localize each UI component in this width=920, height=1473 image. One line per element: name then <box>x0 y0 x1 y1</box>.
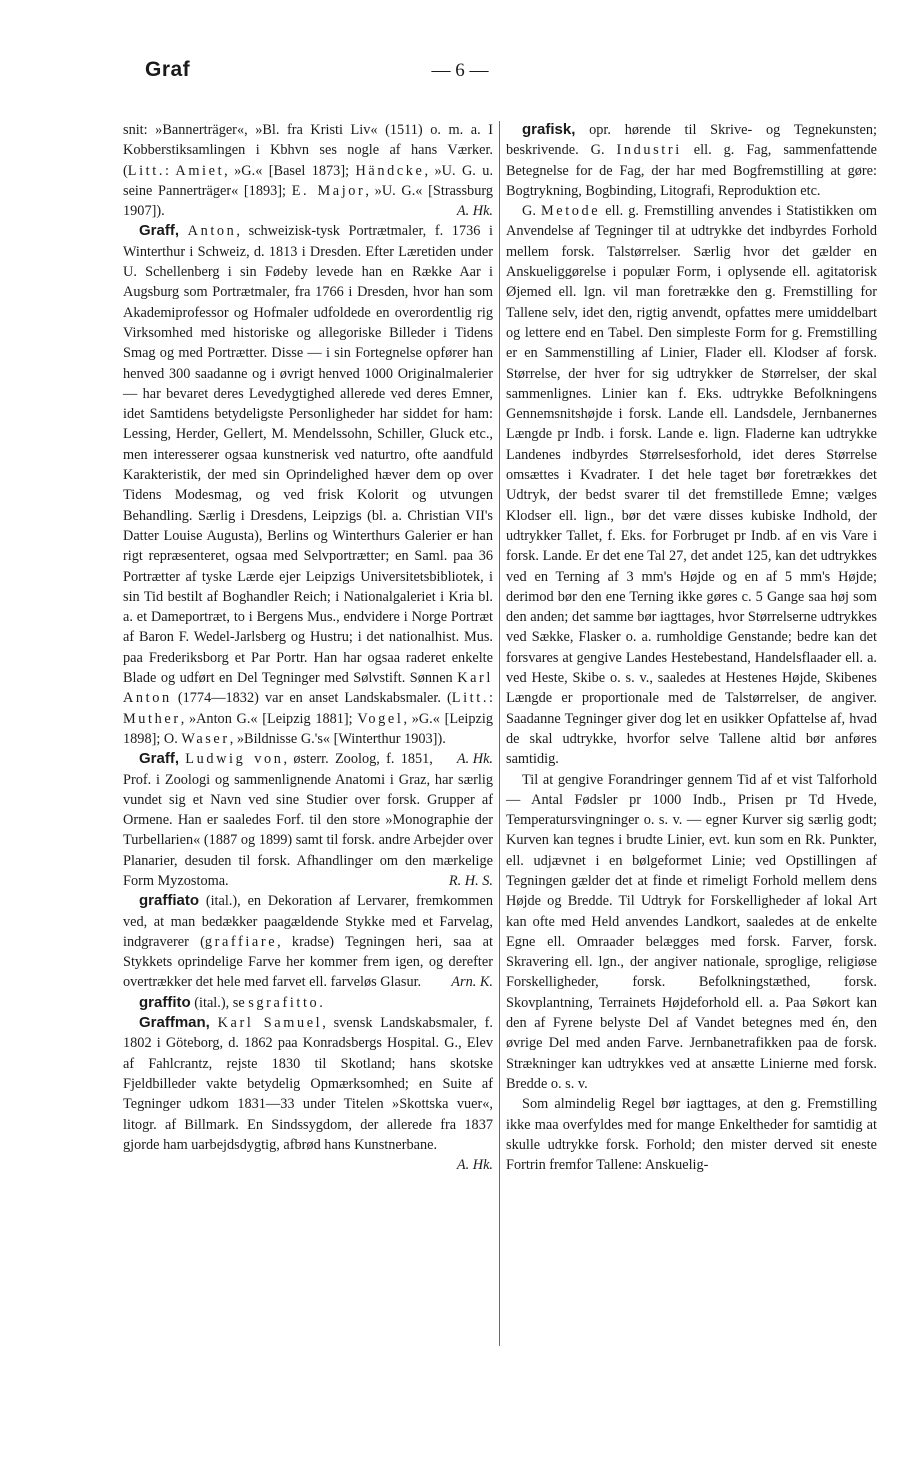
author-signature: A. Hk. <box>456 1157 493 1174</box>
page-header <box>0 58 920 88</box>
entry-grafisk: grafisk, opr. hørende til Skrive- og Tegnekunsten; beskrivende. G. Industri ell. g. Fag, sammenfattende Betegnelse for de Fag, der har med Bogfremstilling at gøre: Bogtrykning, Bogbinding, Litografi, Reproduktion etc. <box>506 121 877 199</box>
entry-graff-anton: Graff, Anton, schweizisk-tysk Portrætmaler, f. 1736 i Winterthur i Schweiz, d. 1813 i Dresden. Efter Læretiden under U. Schellenberg i sin Fødeby levede han en Række Aar i Augsburg som Portrætmaler, fra 1766 i Dresden, hvor han som Akademiprofessor og Hofmaler udfoldede en overordentlig rig Virksomhed med historiske og allegoriske Billeder i Tidens Smag og med Portrætter. Disse — i sin Fortegnelse opfører han henved 300 saadanne og i øvrigt henved 1000 Originalmalerier — har bevaret deres Levedygtighed allerede ved deres Emner, idet Samtidens betydeligste Personligheder har siddet for ham: Lessing, Herder, Gellert, M. Mendelssohn, Schiller, Gluck etc., men interesserer ogsaa kunstnerisk ved naturtro, ofte aandfuld Karakteristik, der med sin Oprindelighed hæver dem op over Tidens Modesmag, og ved frisk Kolorit og utvungen Behandling. Særlig i Dresdens, Leipzigs (bl. a. Christian VII's Datter Louise Augusta), Berlins og Winterthurs Galerier er han rigt repræsenteret, ogsaa med Selvportrætter; en Saml. paa 36 Portrætter af tyske Lærde ejer Leipzigs Universitetsbibliotek, i sin Tid bestilt af Boghandler Reich; i Nationalgaleriet i Kria bl. a. et Dameportræt, to i Bergens Mus., endvidere i Norge Portræt af Baron F. Wedel-Jarlsberg og Hustru; i det nationalhist. Mus. paa Frederiksborg et Par Portr. Han har ogsaa raderet enkelte Blade og udført en Del Tegninger med Sølvstift. Sønnen Karl Anton (1774—1832) var en anset Landskabsmaler. (Litt.: Muther, »Anton G.« [Leipzig 1881]; Vogel, »G.« [Leipzig 1898]; O. Waser, »Bildnisse G.'s« [Winterthur 1903]). A. Hk. <box>123 221 493 749</box>
headword: graffito <box>139 993 191 1011</box>
headword: Graff, <box>139 222 180 240</box>
left-column <box>123 120 493 1175</box>
entry-continuation: snit: »Bannerträger«, »Bl. fra Kristi Liv« (1511) o. m. a. I Kobberstiksamlingen i Kbhvn ses nogle af hans Værker. (Litt.: Amiet, »G.« [Basel 1873]; Händcke, »U. G. u. seine Pannerträger« [1893]; E. Major, »U. G.« [Strassburg 1907]). A. Hk. <box>123 120 493 221</box>
author-signature: R. H. S. <box>448 872 493 889</box>
headword: Graffman, <box>139 1014 210 1032</box>
headword: grafisk, <box>522 121 576 138</box>
paragraph-regel: Som almindelig Regel bør iagttages, at den g. Fremstilling ikke maa overfyldes med for mange Enkeltheder for samtidig at skulle udtrykke forsk. Forhold; den mister derved sit eneste Fortrin fremfor Tallene: Anskuelig- <box>506 1096 877 1174</box>
entry-graffman: Graffman, Karl Samuel, svensk Landskabsmaler, f. 1802 i Göteborg, d. 1862 paa Konradsbergs Hospital. G., Elev af Fahlcrantz, rejste 1830 til Skotland; hans skotske Fjeldbilleder vakte betydelig Opmærksomhed; en Suite af Tegninger udkom 1831—33 under Titelen »Skottska vuer«, litogr. af Billmark. En Sindssygdom, der allerede fra 1837 gjorde ham uarbejdsdygtig, afbrød hans Kunstnerbane. A. Hk. <box>123 1013 493 1155</box>
entry-graffiato: graffiato (ital.), en Dekoration af Lervarer, fremkommen ved, at man bedækker paagældende Stykke med et Farvelag, indgraverer (graffiare, kradse) Tegningen heri, saa at Stykkets oprindelige Farve her kommer frem igen, og derefter overtrækker det hele med farvet ell. farveløs Glasur. Arn. K. <box>123 891 493 992</box>
headword: Graff, <box>139 750 180 768</box>
paragraph-kurver: Til at gengive Forandringer gennem Tid af et vist Talforhold — Antal Fødsler pr 1000 Indb., Prisen pr Td Hvede, Temperatursvingninger o. s. v. — egner Kurver sig særlig godt; Kurven kan tegnes i brudte Linier, evt. kun som en Rk. Punkter, ell. udjævnet i en bølgeformet Linie; ved Opstillingen af Tegningen gælder det at finde et rimeligt Forhold mellem dens Højde og Bredde. Til Udtryk for Forskelligheder af lokal Art kan ofte med Held anvendes Landkort, saaledes at de enkelte Egne ell. Omraader belægges med forsk. Farver, forsk. Skravering ell. lgn., der angiver nationale, sproglige, religiøse Forskelligheder, forsk. Befolkningstæthed, forsk. Skovplantning, Terrainets Højdeforhold ell. a. Paa Søkort kan den af Fyrene belyste Del af Vandet betegnes med én, den øvrige Del med anden Farve. Jernbanetrafikken paa de forsk. Strækninger kan udtrykkes ved at ansætte Linierne med forsk. Bredde o. s. v. <box>506 771 877 1092</box>
entry-graffito: graffito (ital.), se sgrafitto. <box>139 993 323 1011</box>
author-signature: Arn. K. <box>451 974 493 991</box>
paragraph-metode: G. Metode ell. g. Fremstilling anvendes i Statistikken om Anvendelse af Tegninger til at udtrykke det indbyrdes Forhold mellem forsk. Talstørrelser. Særlig hvor det gælder en Anskueliggørelse i populær Form, i oplysende ell. agitatorisk Øjemed ell. lgn. vil man foretrække den g. Fremstilling for Tallene selv, idet den, rigtig anvendt, opfattes mere umiddelbart og lettere end en Tabel. Den simpleste Form for g. Fremstilling er en Sammenstilling af Linier, Flader ell. Klodser af forsk. Størrelse, der hver for sig udtrykker de Størrelser, der skal sammenlignes. Linier kan f. Eks. udtrykke Befolkningens Gennemsnitshøjde i forsk. Lande ell. Landsdele, Jernbanernes Længde pr Indb. i forsk. Lande e. lign. Fladerne kan udtrykke Landenes indbyrdes Størrelsesforhold, idet deres Størrelse omsættes i Kvadrater. I det hele taget bør foretrækkes det Udtryk, der bedst svarer til det fremstillede Emne; vælges Klodser ell. lign., bør det være disses kubiske Indhold, der udtrykker Tallet, f. Eks. for Forbruget pr Indb. af en vis Vare i forsk. Lande. Er det ene Tal 27, det andet 125, kan det udtrykkes ved en Terning af 3 mm's Højde og en af 5 mm's Højde; derimod bør den ene Terning ikke gøres c. 5 Gange saa høj som den anden; det samme bør iagttages, hvor Størrelserne udtrykkes ved Sække, Flasker o. a. rumholdige Genstande; bedre kan det forsvares at gengive Landes Hestebestand, Handelsflaader ell. a. ved Heste, Skibe o. s. v., saaledes at Hestenes Højde, Skibenes Længde er proportionale med de Talstørrelser, de angiver. Saadanne Tegninger giver dog let en usikker Opfattelse af, hvad de skal udtrykke, hvorfor selve Tallene altid bør anføres samtidig. <box>506 203 877 768</box>
headword: graffiato <box>139 892 199 910</box>
page-number: — 6 — <box>431 60 489 81</box>
right-column <box>506 120 877 1175</box>
running-head-title: Graf <box>145 58 191 81</box>
author-signature: A. Hk. <box>456 751 493 768</box>
column-divider <box>499 121 500 1346</box>
entry-graff-ludwig: Graff, Ludwig von, østerr. Zoolog, f. 1851, Prof. i Zoologi og sammenlignende Anatomi i Graz, har særlig vundet sig et Navn ved sine Studier over forsk. Grupper af Ormene. Han er saaledes Forf. til den store »Monographie der Turbellarien« (1887 og 1899) samt til forsk. andre Arbejder over Planarier, desuden til forsk. Afhandlinger om den mærkelige Form Myzostoma. R. H. S. <box>123 749 493 891</box>
author-signature: A. Hk. <box>456 203 493 220</box>
